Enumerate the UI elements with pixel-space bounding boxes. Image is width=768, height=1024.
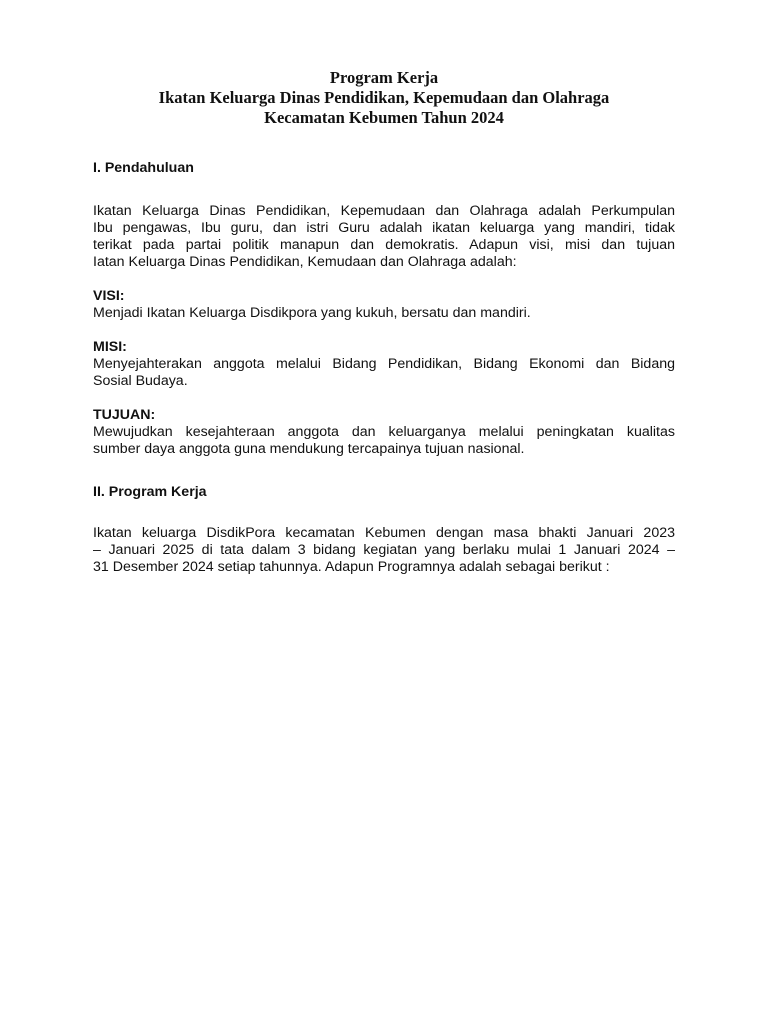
intro-line-3: terikat pada partai politik manapun dan demokratis. Adapun visi, misi dan tujuan	[93, 237, 675, 253]
section-heading-pendahuluan: I. Pendahuluan	[93, 160, 194, 176]
program-paragraph	[93, 525, 675, 576]
misi-line-2: Sosial Budaya.	[93, 373, 188, 389]
document-title	[83, 68, 685, 128]
section-heading-program-kerja: II. Program Kerja	[93, 484, 207, 500]
title-line-2: Ikatan Keluarga Dinas Pendidikan, Kepemudaan dan Olahraga	[158, 88, 610, 107]
program-line-1: Ikatan keluarga DisdikPora kecamatan Kebumen dengan masa bhakti Januari 2023	[93, 525, 675, 541]
document-page	[93, 68, 675, 576]
visi-label: VISI:	[93, 288, 125, 304]
misi-line-1: Menyejahterakan anggota melalui Bidang Pendidikan, Bidang Ekonomi dan Bidang	[93, 356, 675, 372]
visi-text: Menjadi Ikatan Keluarga Disdikpora yang kukuh, bersatu dan mandiri.	[93, 305, 531, 321]
tujuan-line-1: Mewujudkan kesejahteraan anggota dan keluarganya melalui peningkatan kualitas	[93, 424, 675, 440]
misi-label: MISI:	[93, 339, 127, 355]
tujuan-label: TUJUAN:	[93, 407, 156, 423]
tujuan-line-2: sumber daya anggota guna mendukung tercapainya tujuan nasional.	[93, 441, 525, 457]
program-line-2: – Januari 2025 di tata dalam 3 bidang kegiatan yang berlaku mulai 1 Januari 2024 –	[93, 542, 675, 558]
title-line-3: Kecamatan Kebumen Tahun 2024	[264, 108, 504, 127]
tujuan-paragraph	[93, 424, 675, 458]
intro-line-1: Ikatan Keluarga Dinas Pendidikan, Kepemudaan dan Olahraga adalah Perkumpulan	[93, 203, 675, 219]
title-line-1: Program Kerja	[329, 68, 439, 87]
intro-line-2: Ibu pengawas, Ibu guru, dan istri Guru adalah ikatan keluarga yang mandiri, tidak	[93, 220, 675, 236]
intro-line-4: Iatan Keluarga Dinas Pendidikan, Kemudaan dan Olahraga adalah:	[93, 254, 517, 270]
intro-paragraph	[93, 203, 675, 271]
misi-paragraph	[93, 356, 675, 390]
program-line-3: 31 Desember 2024 setiap tahunnya. Adapun Programnya adalah sebagai berikut :	[93, 559, 610, 575]
